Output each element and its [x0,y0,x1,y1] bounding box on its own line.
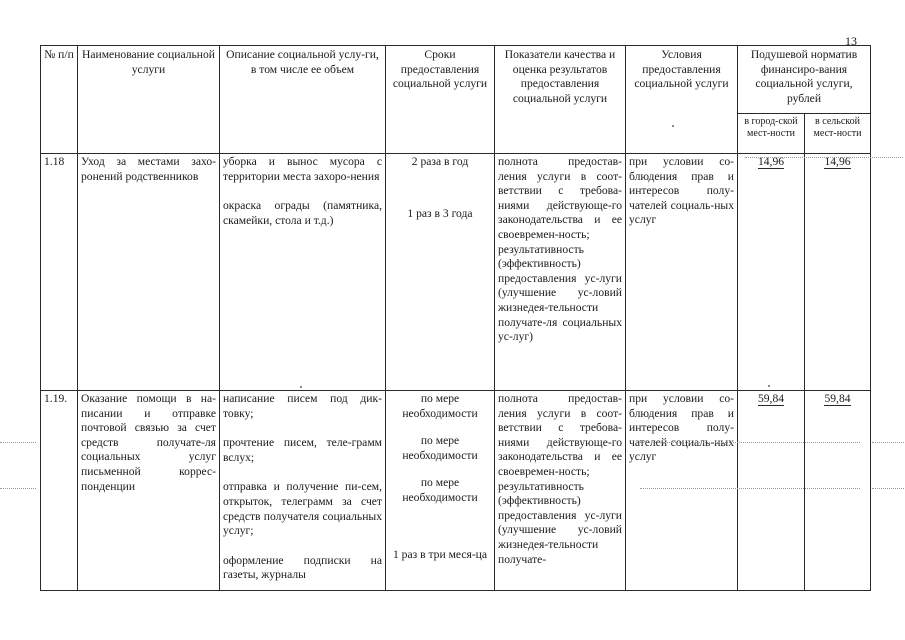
header-norm-city: в город-ской мест-ности [738,114,805,154]
header-norm-rural: в сельской мест-ности [805,114,871,154]
header-terms: Сроки предоставления социальной услуги [386,46,495,154]
header-num: № п/п [41,46,78,154]
scan-artifact-line [745,157,903,158]
service-description [220,154,386,391]
service-name: Уход за местами захо-ронений родственников [78,154,220,391]
term-item: 1 раз в 3 года [407,206,473,220]
norm-city-value-cell [738,391,805,591]
description-item: отправка и получение пи-сем, открыток, телеграмм за счет средств получателя социальных услуг; [223,480,382,538]
service-description [220,391,386,591]
term-item: по мере необходимости [402,392,478,420]
scan-artifact-line [0,488,36,489]
norm-rural-value-cell [805,154,871,391]
description-item: окраска ограды (памятника, скамейки, стола и т.д.) [223,199,382,227]
norm-rural-value: 59,84 [824,392,851,405]
table-row [41,154,871,391]
scan-artifact-line [0,442,36,443]
scan-artifact-line [872,488,904,489]
row-number: 1.19. [41,391,78,591]
term-item: 1 раз в три меся-ца [392,547,488,561]
social-services-table [40,45,871,591]
service-conditions: при условии со-блюдения прав и интересов полу-чателей социаль-ных услуг [626,154,738,391]
header-norm: Подушевой норматив финансиро-вания социальной услуги, рублей [738,46,871,114]
table-row [41,391,871,591]
norm-rural-value: 14,96 [824,155,851,168]
quality-indicators: полнота предостав-ления услуги в соот-ветствии с требова-ниями действующе-го законодательства и ее своевремен-ность; результативность (эффективность) предоставления ус-луги (улучшение ус-ловий жизнедея-тельности получате- [495,391,626,591]
scan-artifact-line [640,442,860,443]
page-number: 13 [845,34,857,48]
scan-artifact-speck [300,386,302,388]
service-terms [386,154,495,391]
description-item: написание писем под дик-товку; [223,392,382,420]
description-item: оформление подписки на газеты, журналы [223,553,382,582]
norm-city-value: 59,84 [757,392,785,405]
service-name: Оказание помощи в на-писании и отправке почтовой связью за счет средств получате-ля социальных услуг письменной коррес-понденции [78,391,220,591]
term-item: по мере необходимости [402,476,478,504]
scan-artifact-line [872,442,904,443]
term-item: по мере необходимости [402,434,478,462]
norm-rural-value-cell [805,391,871,591]
term-item: 2 раза в год [411,155,469,168]
service-terms [386,391,495,591]
scan-artifact-speck [672,125,674,127]
quality-indicators: полнота предостав-ления услуги в соот-ветствии с требова-ниями действующе-го законодательства и ее своевремен-ность; результативность (эффективность) предоставления ус-луги (улучшение ус-ловий жизнедея-тельности получате-ля социальных ус-луг) [495,154,626,391]
scan-artifact-line [640,488,860,489]
service-conditions: при условии со-блюдения прав и интересов полу-чателей социаль-ных услуг [626,391,738,591]
row-number: 1.18 [41,154,78,391]
header-description: Описание социальной услу-ги, в том числе ее объем [220,46,386,154]
header-quality: Показатели качества и оценка результатов предоставления социальной услуги [495,46,626,154]
header-service-name: Наименование социальной услуги [78,46,220,154]
norm-city-value-cell [738,154,805,391]
scan-artifact-speck [768,385,770,387]
description-item: уборка и вынос мусора с территории места захоро-нения [223,155,382,183]
norm-city-value: 14,96 [757,155,785,168]
header-conditions: Условия предоставления социальной услуги [626,46,738,154]
description-item: прочтение писем, теле-грамм вслух; [223,436,382,464]
